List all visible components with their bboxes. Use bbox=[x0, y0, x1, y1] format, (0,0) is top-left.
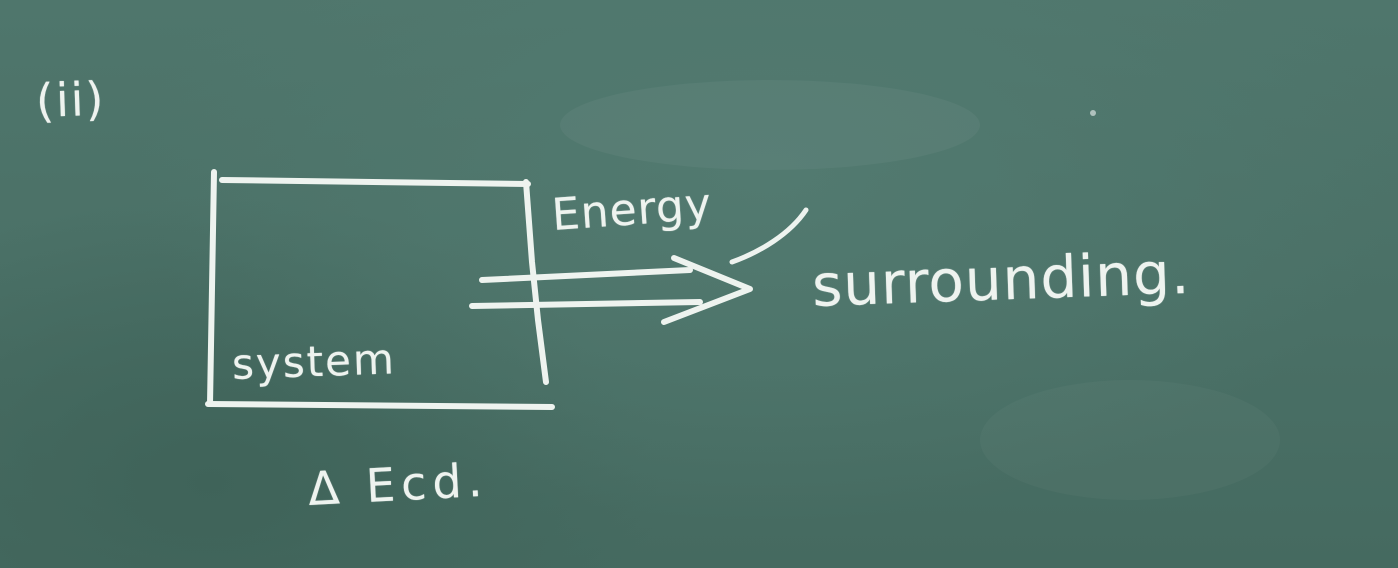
surroundings-label: surrounding. bbox=[810, 238, 1192, 320]
system-box-left bbox=[210, 172, 214, 404]
system-box-bottom bbox=[208, 404, 552, 407]
system-box-right bbox=[526, 182, 546, 382]
system-label: system bbox=[231, 334, 397, 389]
energy-arrow-shaft-bottom bbox=[472, 302, 700, 306]
energy-arrow-head-icon bbox=[664, 258, 750, 322]
energy-label: Energy bbox=[550, 178, 714, 241]
system-box-top bbox=[222, 180, 528, 184]
energy-change-label: Δ Ecd. bbox=[306, 452, 490, 516]
energy-underline-stroke bbox=[732, 210, 806, 262]
problem-index-label: (ii) bbox=[35, 71, 107, 128]
energy-arrow-shaft-top bbox=[482, 270, 690, 280]
